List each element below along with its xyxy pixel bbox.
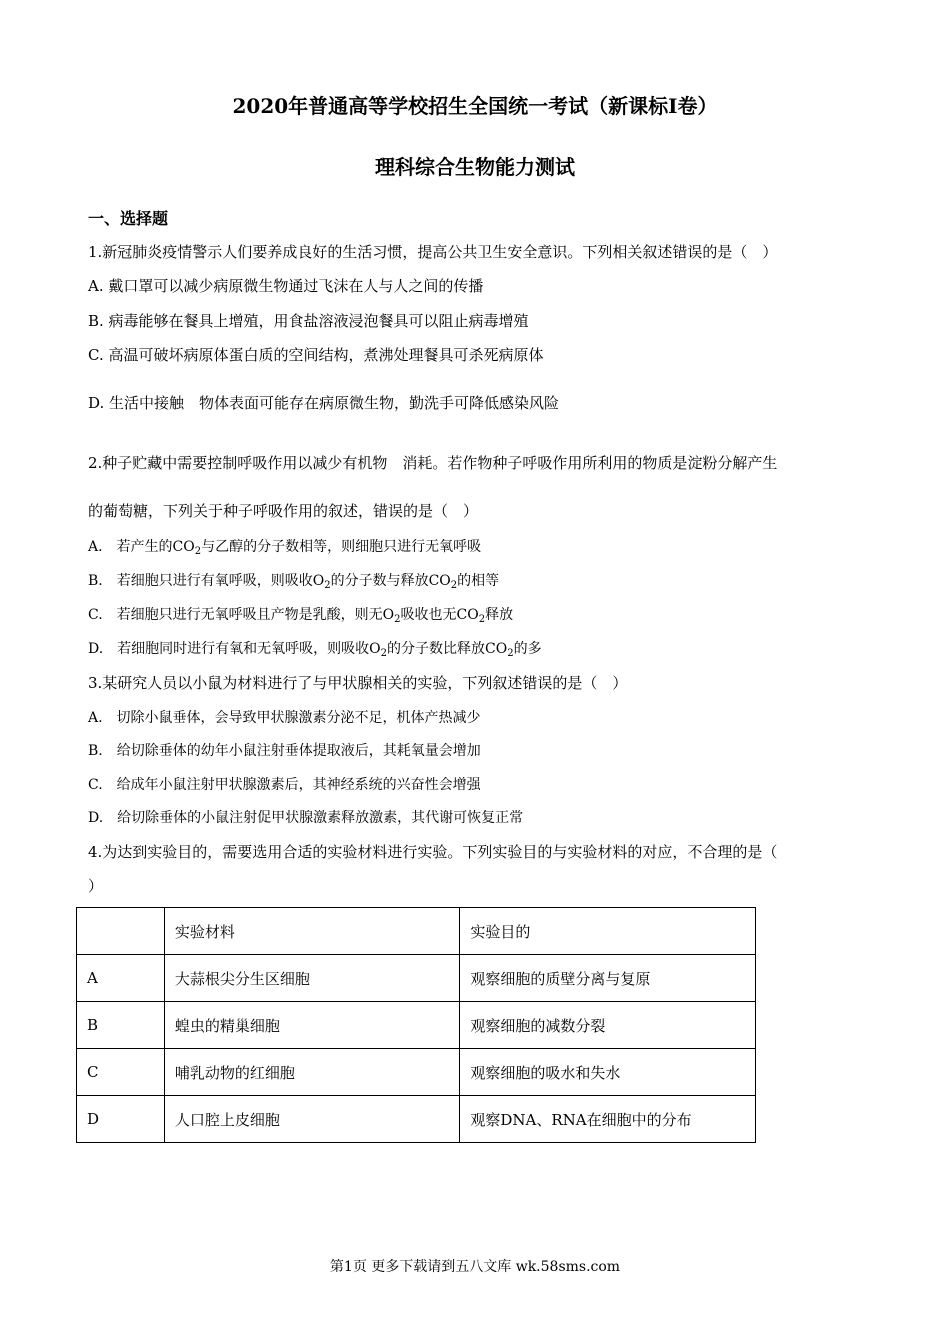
question-3-option-d: D. 给切除垂体的小鼠注射促甲状腺激素释放激素，其代谢可恢复正常 <box>88 810 524 826</box>
question-2-stem-line1: 2.种子贮藏中需要控制呼吸作用以减少有机物 消耗。若作物种子呼吸作用所利用的物质是淀粉分解产生 <box>88 454 778 472</box>
table-cell: C <box>77 1049 165 1096</box>
table-row <box>77 1096 756 1143</box>
table-header-row <box>77 908 756 955</box>
document-title: 2020年普通高等学校招生全国统一考试（新课标Ⅰ卷） <box>232 94 718 118</box>
question-1-stem: 1.新冠肺炎疫情警示人们要养成良好的生活习惯，提高公共卫生安全意识。下列相关叙述错误的是（ ） <box>88 243 778 261</box>
table-cell: 哺乳动物的红细胞 <box>164 1049 460 1096</box>
table-header-cell <box>77 908 165 955</box>
table-cell: 人口腔上皮细胞 <box>164 1096 460 1143</box>
table-row <box>77 955 756 1002</box>
table-cell: 观察细胞的质壁分离与复原 <box>460 955 756 1002</box>
question-1-option-d: D. 生活中接触 物体表面可能存在病原微生物，勤洗手可降低感染风险 <box>88 394 560 412</box>
question-4-stem-line1: 4.为达到实验目的，需要选用合适的实验材料进行实验。下列实验目的与实验材料的对应，不合理的是（ <box>88 843 778 861</box>
table-cell: 蝗虫的精巢细胞 <box>164 1002 460 1049</box>
experiment-table <box>76 907 756 1143</box>
table-cell: 观察DNA、RNA在细胞中的分布 <box>460 1096 756 1143</box>
table-cell: 观察细胞的吸水和失水 <box>460 1049 756 1096</box>
table-row <box>77 1002 756 1049</box>
table-cell: A <box>77 955 165 1002</box>
question-2-option-c: C. 若细胞只进行无氧呼吸且产物是乳酸，则无$O_2$吸收也无$CO_2$释放 <box>88 607 514 625</box>
table-row <box>77 1049 756 1096</box>
question-3-option-a: A. 切除小鼠垂体，会导致甲状腺激素分泌不足，机体产热减少 <box>88 710 481 726</box>
question-1-option-b: B. 病毒能够在餐具上增殖，用食盐溶液浸泡餐具可以阻止病毒增殖 <box>88 312 529 330</box>
section-heading: 一、选择题 <box>88 209 169 228</box>
table-header-cell: 实验材料 <box>164 908 460 955</box>
table-cell: 大蒜根尖分生区细胞 <box>164 955 460 1002</box>
question-1-option-a: A. 戴口罩可以减少病原微生物通过飞沫在人与人之间的传播 <box>88 277 484 295</box>
question-1-option-c: C. 高温可破坏病原体蛋白质的空间结构，煮沸处理餐具可杀死病原体 <box>88 346 544 364</box>
question-2-option-b: B. 若细胞只进行有氧呼吸，则吸收$O_2$的分子数与释放$CO_2$的相等 <box>88 573 500 591</box>
document-subtitle: 理科综合生物能力测试 <box>375 155 575 179</box>
question-4-stem-line2: ） <box>88 877 104 895</box>
table-cell: B <box>77 1002 165 1049</box>
question-2-option-a: A. 若产生的$CO_2$与乙醇的分子数相等，则细胞只进行无氧呼吸 <box>88 539 482 557</box>
question-2-stem-line2: 的葡萄糖，下列关于种子呼吸作用的叙述，错误的是（ ） <box>88 502 479 520</box>
page-footer: 第1页 更多下载请到五八文库 wk.58sms.com <box>329 1259 621 1275</box>
question-3-option-c: C. 给成年小鼠注射甲状腺激素后，其神经系统的兴奋性会增强 <box>88 777 481 793</box>
table-cell: D <box>77 1096 165 1143</box>
table-cell: 观察细胞的减数分裂 <box>460 1002 756 1049</box>
question-3-stem: 3.某研究人员以小鼠为材料进行了与甲状腺相关的实验，下列叙述错误的是（ ） <box>88 674 628 692</box>
question-2-option-d: D. 若细胞同时进行有氧和无氧呼吸，则吸收$O_2$的分子数比释放$CO_2$的多 <box>88 641 542 659</box>
question-3-option-b: B. 给切除垂体的幼年小鼠注射垂体提取液后，其耗氧量会增加 <box>88 743 481 759</box>
table-header-cell: 实验目的 <box>460 908 756 955</box>
